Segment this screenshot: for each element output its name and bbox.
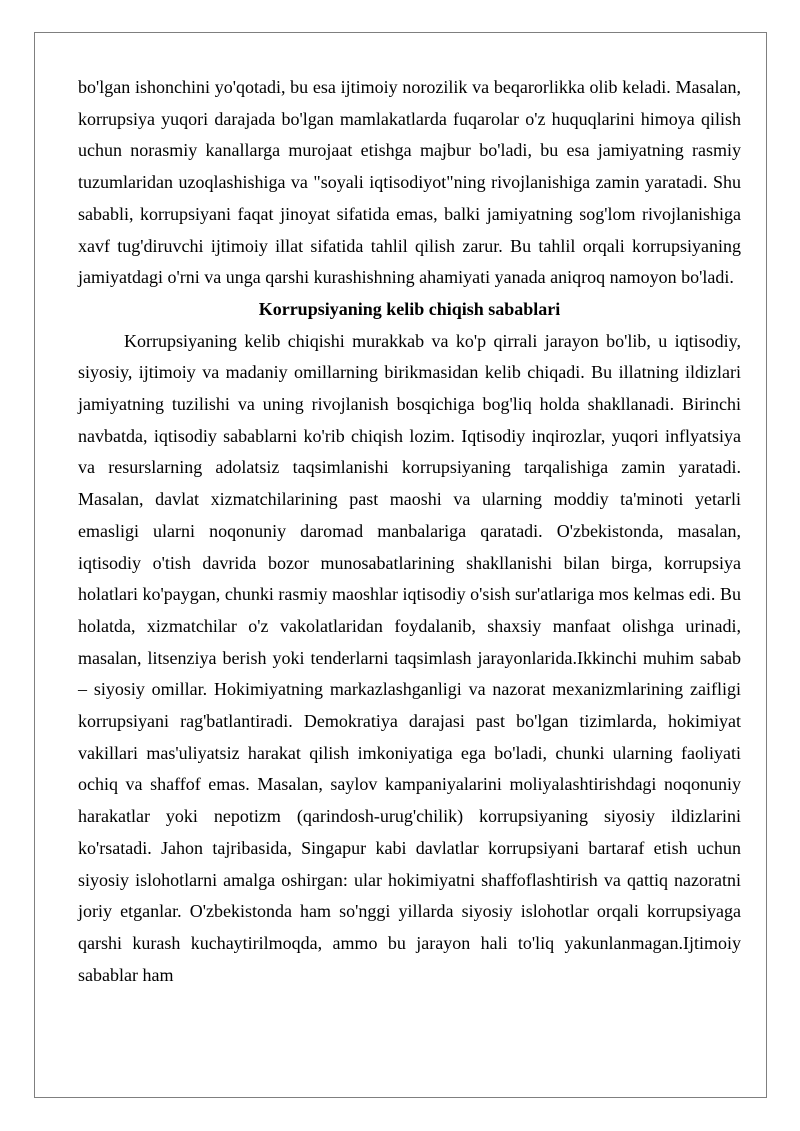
paragraph-1: bo'lgan ishonchini yo'qotadi, bu esa ijtimoiy norozilik va beqarorlikka olib keladi. Masalan, korrupsiya yuqori darajada bo'lgan mamlakatlarda fuqarolar o'z huquqlarini himoya qilish uchun norasmiy kanallarga murojaat etishga majbur bo'ladi, bu esa jamiyatning rasmiy tuzumlaridan uzoqlashishiga va "soyali iqtisodiyot"ning rivojlanishiga zamin yaratadi. Shu sababli, korrupsiyani faqat jinoyat sifatida emas, balki jamiyatning sog'lom rivojlanishiga xavf tug'diruvchi ijtimoiy illat sifatida tahlil qilish zarur. Bu tahlil orqali korrupsiyaning jamiyatdagi o'rni va unga qarshi kurashishning ahamiyati yanada aniqroq namoyon bo'ladi. <box>78 77 741 288</box>
paragraph-2: Korrupsiyaning kelib chiqishi murakkab va ko'p qirrali jarayon bo'lib, u iqtisodiy, siyosiy, ijtimoiy va madaniy omillarning birikmasidan kelib chiqadi. Bu illatning ildizlari jamiyatning tuzilishi va uning rivojlanish bosqichiga bog'liq holda shakllanadi. Birinchi navbatda, iqtisodiy sabablarni ko'rib chiqish lozim. Iqtisodiy inqirozlar, yuqori inflyatsiya va resurslarning adolatsiz taqsimlanishi korrupsiyaning tarqalishiga zamin yaratadi. Masalan, davlat xizmatchilarining past maoshi va ularning moddiy ta'minoti yetarli emasligi ularni noqonuniy daromad manbalariga qaratadi. O'zbekistonda, masalan, iqtisodiy o'tish davrida bozor munosabatlarining shakllanishi bilan birga, korrupsiya holatlari ko'paygan, chunki rasmiy maoshlar iqtisodiy o'sish sur'atlariga mos kelmas edi. Bu holatda, xizmatchilar o'z vakolatlaridan foydalanib, shaxsiy manfaat olishga urinadi, masalan, litsenziya berish yoki tenderlarni taqsimlash jarayonlarida.Ikkinchi muhim sabab – siyosiy omillar. Hokimiyatning markazlashganligi va nazorat mexanizmlarining zaifligi korrupsiyani rag'batlantiradi. Demokratiya darajasi past bo'lgan tizimlarda, hokimiyat vakillari mas'uliyatsiz harakat qilish imkoniyatiga ega bo'ladi, chunki ularning faoliyati ochiq va shaffof emas. Masalan, saylov kampaniyalarini moliyalashtirishdagi noqonuniy harakatlar yoki nepotizm (qarindosh-urug'chilik) korrupsiyaning siyosiy ildizlarini ko'rsatadi. Jahon tajribasida, Singapur kabi davlatlar korrupsiyani bartaraf etish uchun siyosiy islohotlarni amalga oshirgan: ular hokimiyatni shaffoflashtirish va qattiq nazoratni joriy etganlar. O'zbekistonda ham so'nggi yillarda siyosiy islohotlar orqali korrupsiyaga qarshi kurash kuchaytirilmoqda, ammo bu jarayon hali to'liq yakunlanmagan.Ijtimoiy sabablar ham <box>78 330 741 985</box>
document-body <box>78 72 741 991</box>
section-heading: Korrupsiyaning kelib chiqish sabablari <box>258 298 561 319</box>
